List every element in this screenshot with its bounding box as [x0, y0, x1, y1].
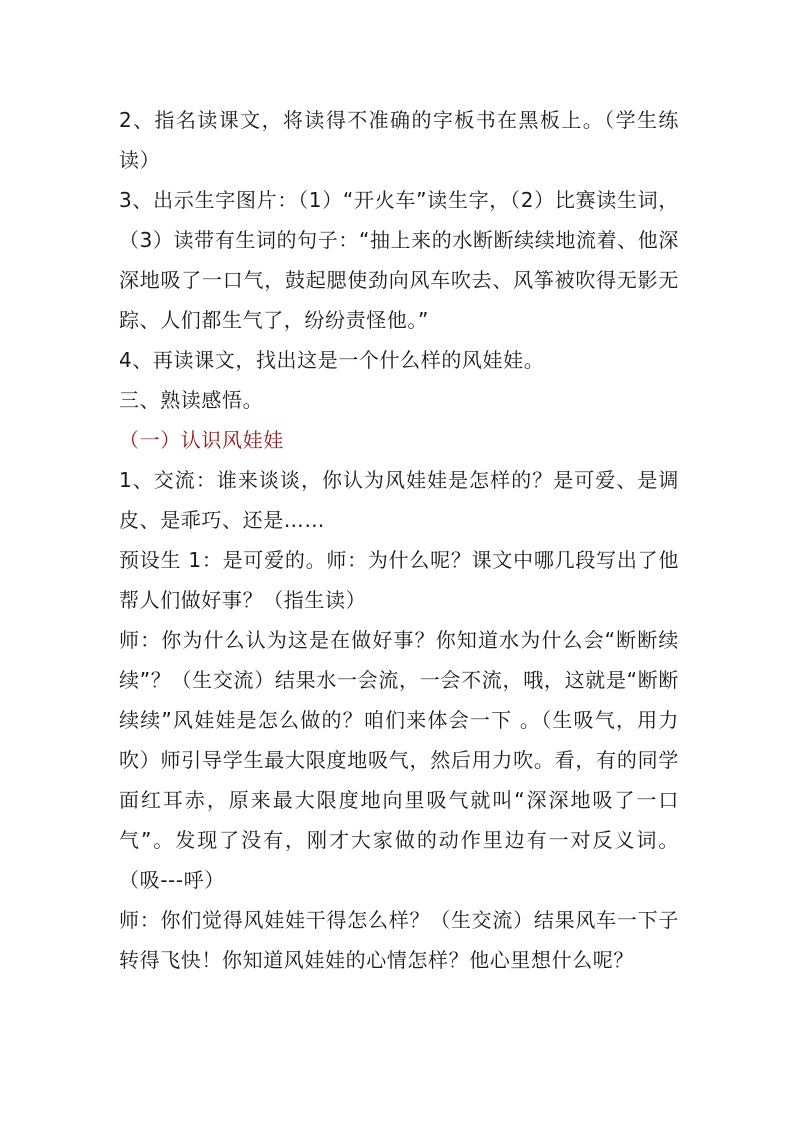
paragraph-read-aloud: 2、指名读课文，将读得不准确的字板书在黑板上。（学生练读） [119, 108, 679, 172]
paragraph-preset-answer: 预设生 1：是可爱的。师：为什么呢？课文中哪几段写出了他帮人们做好事？（指生读） [119, 548, 679, 612]
paragraph-discussion: 1、交流：谁来谈谈，你认为风娃娃是怎样的？是可爱、是调皮、是乖巧、还是…… [119, 468, 679, 532]
section-heading: 三、熟读感悟。 [119, 388, 264, 412]
document-body [119, 100, 679, 980]
paragraph-teacher-question: 师：你们觉得风娃娃干得怎么样？（生交流）结果风车一下子转得飞快！你知道风娃娃的心情怎样？他心里想什么呢？ [119, 908, 679, 972]
paragraph-reread: 4、再读课文，找出这是一个什么样的风娃娃。 [119, 348, 545, 372]
paragraph-teacher-guide: 师：你为什么认为这是在做好事？你知道水为什么会“断断续续”？（生交流）结果水一会流，一会不流，哦，这就是“断断续续”风娃娃是怎么做的？咱们来体会一下 。（生吸气，用力吹）师引导学生最大限度地吸气，然后用力吹。看，有的同学面红耳赤，原来最大限度地向里吸气就叫“深深地吸了一口气”。发现了没有，刚才大家做的动作里边有一对反义词。（吸---呼） [119, 628, 679, 892]
subsection-heading: （一）认识风娃娃 [119, 428, 284, 452]
paragraph-new-words: 3、出示生字图片：（1）“开火车”读生字，（2）比赛读生词，（3）读带有生词的句子：“抽上来的水断断续续地流着、他深深地吸了一口气，鼓起腮使劲向风车吹去、风筝被吹得无影无踪、人们都生气了，纷纷责怪他。” [119, 188, 679, 332]
